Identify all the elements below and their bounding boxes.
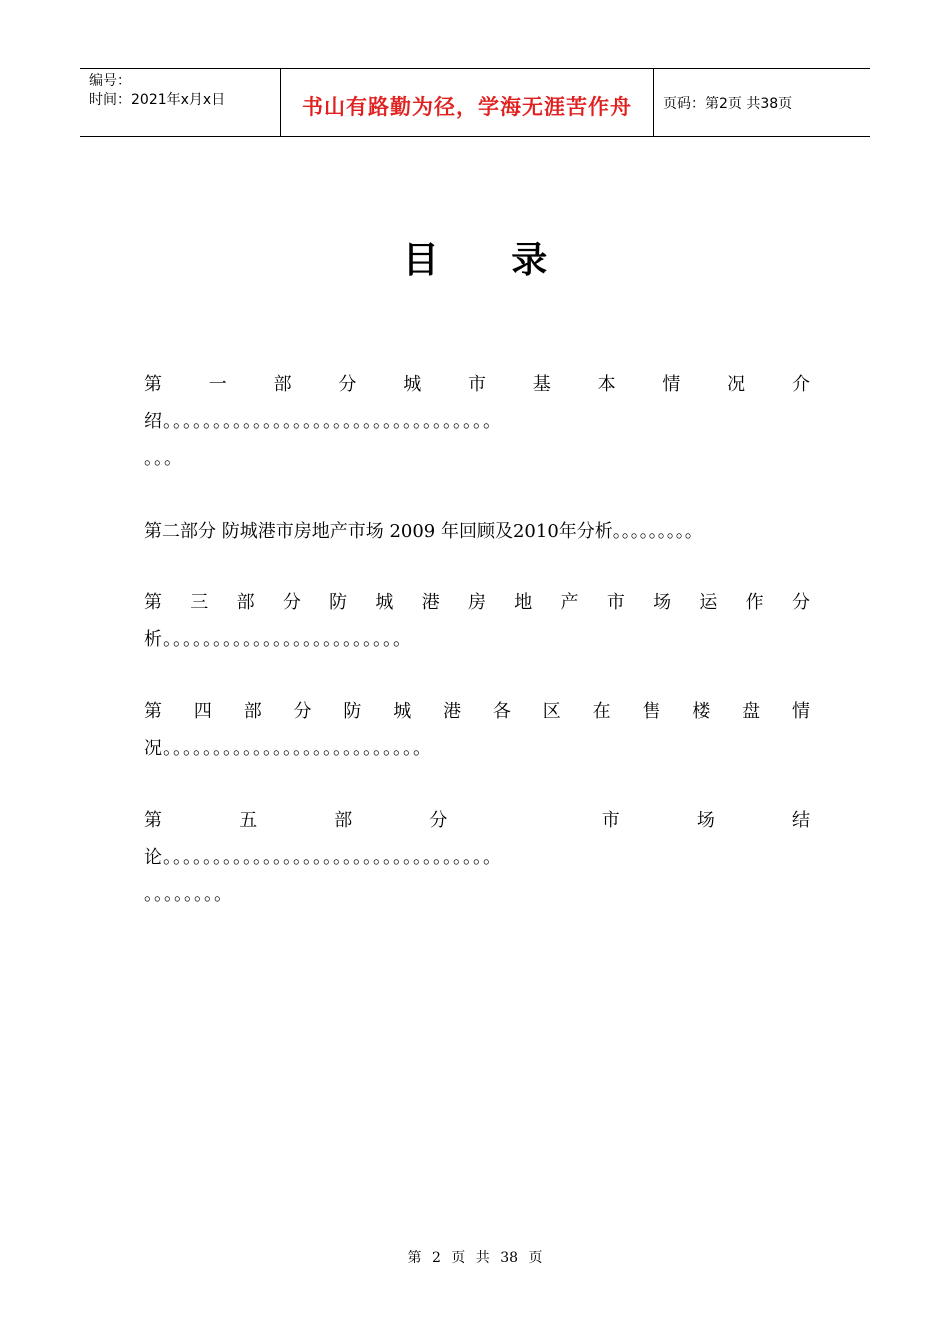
header-page-info: 页码：第2页 共38页: [663, 96, 793, 112]
char: 防: [329, 592, 348, 613]
char: 分: [293, 701, 312, 722]
char: 第: [144, 592, 162, 613]
char: 在: [592, 701, 611, 722]
char: 运: [699, 592, 718, 613]
page-header: [80, 68, 870, 137]
char: 第: [144, 701, 162, 722]
table-of-contents: [144, 366, 810, 913]
char: 作: [745, 592, 764, 613]
toc-entry-1-heading: [144, 366, 810, 403]
toc-entry-5-line3: 。。。。。。。。: [144, 884, 233, 905]
toc-entry-1[interactable]: [144, 366, 810, 477]
header-meta: [80, 69, 281, 136]
char: 市: [606, 592, 625, 613]
toc-entry-5[interactable]: [144, 802, 810, 913]
char: 各: [492, 701, 511, 722]
char: 五: [239, 810, 258, 831]
header-motto-cell: [281, 69, 654, 136]
char: 市: [467, 374, 486, 395]
char: 分: [791, 592, 810, 613]
char: 分: [282, 592, 301, 613]
toc-entry-4[interactable]: [144, 693, 810, 767]
toc-title: 目 录: [402, 240, 578, 281]
header-time-label: 时间：2021年x月x日: [89, 92, 226, 108]
char: 介: [791, 374, 810, 395]
char: 部: [334, 810, 353, 831]
char: 城: [403, 374, 422, 395]
char: 四: [193, 701, 212, 722]
char: 本: [597, 374, 616, 395]
char: 部: [236, 592, 255, 613]
char: 第: [144, 810, 162, 831]
char: 部: [243, 701, 262, 722]
char: 房: [467, 592, 486, 613]
toc-entry-2[interactable]: [144, 513, 810, 550]
toc-entry-3-line2: 析。。。。。。。。。。。。。。。。。。。。。。。。: [144, 629, 412, 650]
toc-entry-1-line2: 绍。。。。。。。。。。。。。。。。。。。。。。。。。。。。。。。。。: [144, 411, 502, 432]
char: 港: [443, 701, 462, 722]
header-number-label: 编号：: [89, 73, 131, 89]
char: 地: [514, 592, 533, 613]
toc-entry-4-line2: 况。。。。。。。。。。。。。。。。。。。。。。。。。。: [144, 738, 432, 759]
char: 情: [791, 701, 810, 722]
char: 第: [144, 374, 162, 395]
page-footer: 第 2 页 共 38 页: [407, 1250, 543, 1266]
char: 分: [338, 374, 357, 395]
char: 三: [190, 592, 209, 613]
char: 盘: [742, 701, 761, 722]
char: 城: [375, 592, 394, 613]
char: 结: [791, 810, 810, 831]
char: 分: [429, 810, 448, 831]
toc-entry-2-text: 第二部分 防城港市房地产市场 2009 年回顾及2010年分析。。。。。。。。。: [144, 521, 703, 542]
char: 部: [273, 374, 292, 395]
char: 港: [421, 592, 440, 613]
char: 区: [542, 701, 561, 722]
toc-entry-3-heading: [144, 584, 810, 621]
char: 基: [532, 374, 551, 395]
char: 情: [662, 374, 681, 395]
char: 市: [601, 810, 620, 831]
char: 况: [727, 374, 746, 395]
char: 场: [653, 592, 672, 613]
toc-entry-3[interactable]: [144, 584, 810, 658]
header-motto: 书山有路勤为径，学海无涯苦作舟: [302, 95, 632, 119]
char: 售: [642, 701, 661, 722]
char: 防: [343, 701, 362, 722]
char: 一: [208, 374, 227, 395]
toc-entry-1-line3: 。。。: [144, 448, 183, 469]
char: 场: [696, 810, 715, 831]
char: 产: [560, 592, 579, 613]
char: 楼: [692, 701, 711, 722]
char: 城: [393, 701, 412, 722]
toc-entry-5-line2: 论。。。。。。。。。。。。。。。。。。。。。。。。。。。。。。。。。: [144, 847, 502, 868]
toc-entry-5-heading: [144, 802, 810, 839]
toc-entry-4-heading: [144, 693, 810, 730]
